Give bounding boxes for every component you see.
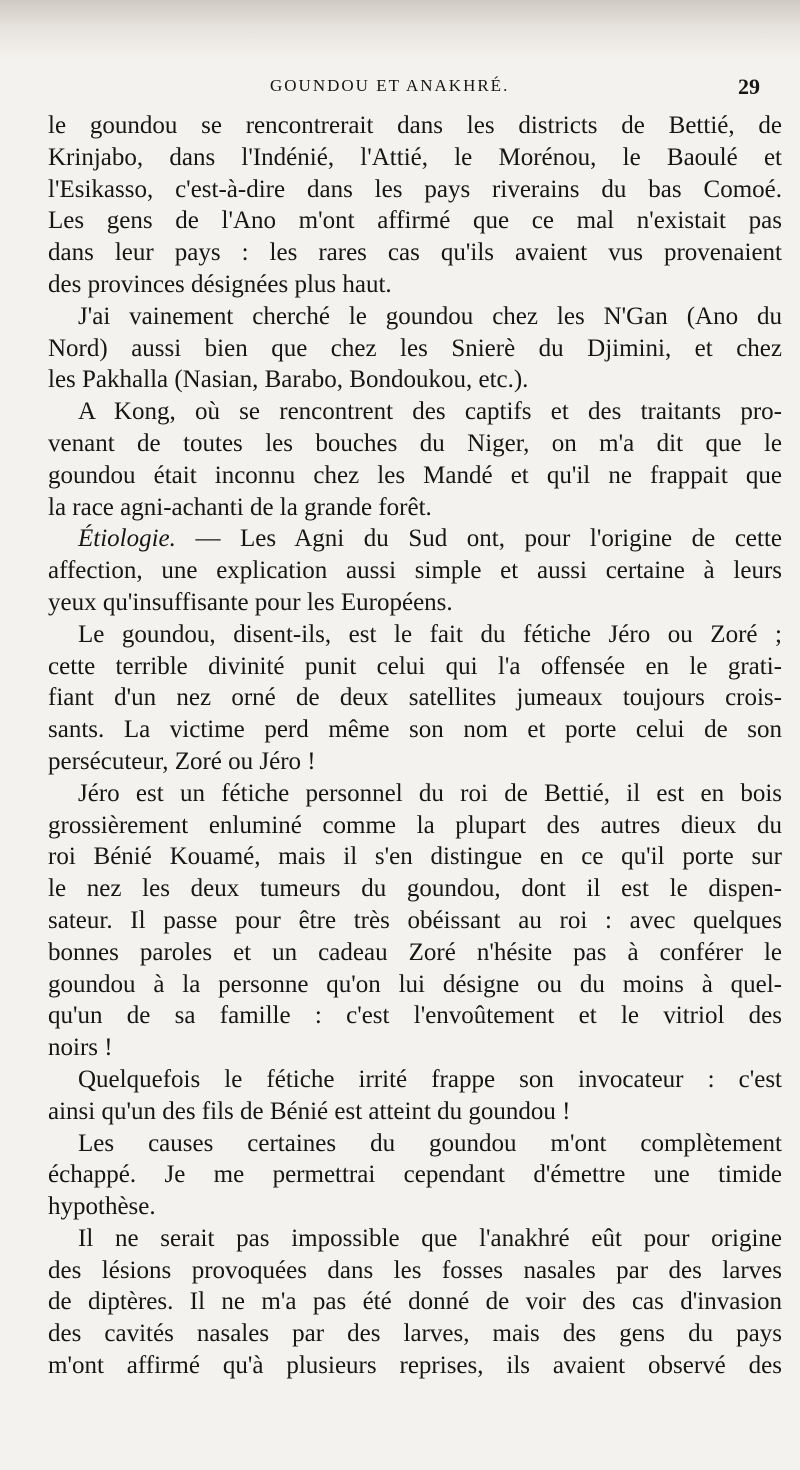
text-line-content: fiant d'un nez orné de deux satellites jumeaux toujours crois- [48,684,782,712]
text-line-content: échappé. Je me permettrai cependant d'émettre une timide [48,1161,782,1189]
text-line [48,333,782,365]
page-header [0,70,800,104]
text-line [48,428,782,460]
text-line-content: les Pakhalla (Nasian, Barabo, Bondoukou, etc.). [48,366,529,394]
text-line [48,364,782,396]
text-line-content: Jéro est un fétiche personnel du roi de Bettié, il est en bois [78,779,782,807]
text-line-content: affection, une explication aussi simple et aussi certaine à leurs [48,557,782,585]
text-line-content: cette terrible divinité punit celui qui l'a offensée en le grati- [48,652,782,680]
text-line-content: sants. La victime perd même son nom et porte celui de son [48,716,782,744]
text-line-content: des cavités nasales par des larves, mais des gens du pays [48,1320,782,1348]
running-title: GOUNDOU ET ANAKHRÉ. [270,76,510,95]
text-line-content: hypothèse. [48,1193,156,1221]
text-line [48,555,782,587]
text-line-content: J'ai vainement cherché le goundou chez les N'Gan (Ano du [78,302,782,330]
text-line [48,237,782,269]
text-line-content: A Kong, où se rencontrent des captifs et des traitants pro- [78,398,782,426]
text-line-content: — Les Agni du Sud ont, pour l'origine de cette [195,525,782,553]
text-line-content: des lésions provoquées dans les fosses nasales par des larves [48,1256,782,1284]
text-line [48,778,782,810]
text-line-content: qu'un de sa famille : c'est l'envoûtement et le vitriol des [48,1002,782,1030]
text-line-content: Quelquefois le fétiche irrité frappe son invocateur : c'est [78,1065,782,1093]
text-line [48,746,782,778]
page-number: 29 [738,74,760,99]
text-line-content: noirs ! [48,1034,113,1062]
text-line-content: Le goundou, disent-ils, est le fait du fétiche Jéro ou Zoré ; [78,620,782,648]
text-line-content: grossièrement enluminé comme la plupart des autres dieux du [48,811,782,839]
text-line [48,1000,782,1032]
text-line [48,969,782,1001]
text-line-content: Nord) aussi bien que chez les Snierè du Djimini, et chez [48,334,782,362]
text-line [48,460,782,492]
text-line [48,492,782,524]
text-line-content: le goundou se rencontrerait dans les districts de Bettié, de [48,112,782,139]
text-line-content: goundou à la personne qu'on lui désigne ou du moins à quel- [48,970,782,998]
text-line-content: ainsi qu'un des fils de Bénié est atteint du goundou ! [48,1097,571,1125]
text-line [48,905,782,937]
text-line [48,714,782,746]
page-top-shadow [0,0,800,60]
text-line [48,1318,782,1350]
section-heading-italic: Étiologie. [78,525,176,553]
text-line [48,810,782,842]
text-line-content: de diptères. Il ne m'a pas été donné de voir des cas d'invasion [48,1288,782,1316]
text-line [48,587,782,619]
text-line-content: Les causes certaines du goundou m'ont complètement [78,1129,782,1157]
text-line [48,1064,782,1096]
text-line-content: bonnes paroles et un cadeau Zoré n'hésite pas à conférer le [48,938,782,966]
text-line [48,301,782,333]
text-line [48,1096,782,1128]
text-line [48,619,782,651]
text-line-content: sateur. Il passe pour être très obéissant au roi : avec quelques [48,906,782,934]
text-line [48,1255,782,1287]
text-line-content: l'Esikasso, c'est-à-dire dans les pays riverains du bas Comoé. [48,175,782,203]
text-line [48,1128,782,1160]
text-line [48,1350,782,1382]
text-line [48,523,782,555]
text-line [48,1159,782,1191]
text-line-content: Krinjabo, dans l'Indénié, l'Attié, le Morénou, le Baoulé et [48,143,782,171]
text-line [48,1191,782,1223]
text-line [48,841,782,873]
text-line-content: goundou était inconnu chez les Mandé et qu'il ne frappait que [48,461,782,489]
text-line-content: venant de toutes les bouches du Niger, on m'a dit que le [48,429,782,457]
text-line-content: la race agni-achanti de la grande forêt. [48,493,432,521]
text-line-content: le nez les deux tumeurs du goundou, dont il est le dispen- [48,875,782,903]
text-line-content: m'ont affirmé qu'à plusieurs reprises, ils avaient observé des [48,1352,782,1380]
text-line [48,1286,782,1318]
text-line-content: dans leur pays : les rares cas qu'ils avaient vus provenaient [48,239,782,267]
text-line-content: Les gens de l'Ano m'ont affirmé que ce mal n'existait pas [48,207,782,235]
text-line [48,396,782,428]
text-line-content: Il ne serait pas impossible que l'anakhré eût pour origine [78,1224,782,1252]
body-text [48,110,782,1382]
text-line [48,682,782,714]
text-line-content: des provinces désignées plus haut. [48,270,392,298]
text-line [48,110,782,142]
text-line-content: roi Bénié Kouamé, mais il s'en distingue en ce qu'il porte sur [48,843,782,871]
text-line [48,1032,782,1064]
text-line [48,651,782,683]
text-line [48,269,782,301]
text-line-content: yeux qu'insuffisante pour les Européens. [48,588,453,616]
text-line [48,174,782,206]
text-line [48,937,782,969]
text-line [48,1223,782,1255]
text-line [48,142,782,174]
text-line [48,873,782,905]
text-line-content: persécuteur, Zoré ou Jéro ! [48,747,316,775]
text-line [48,205,782,237]
